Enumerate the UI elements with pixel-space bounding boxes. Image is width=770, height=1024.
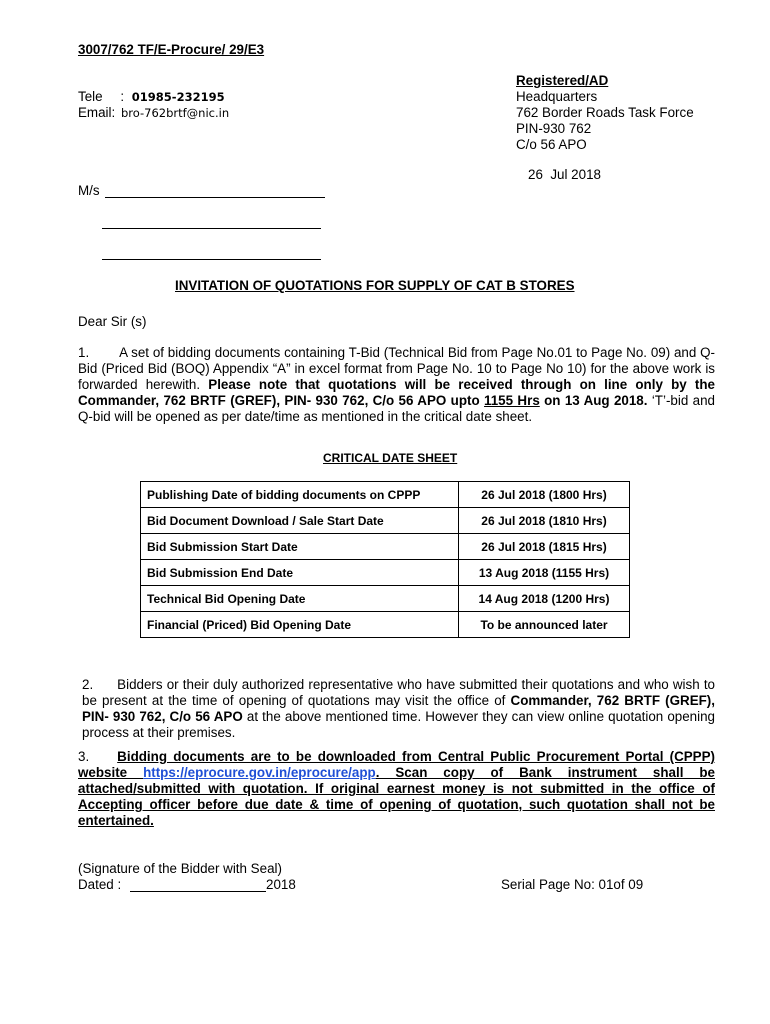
cds-value: 26 Jul 2018 (1810 Hrs) xyxy=(459,508,630,534)
signature-caption: (Signature of the Bidder with Seal) xyxy=(78,861,282,876)
paragraph-1 xyxy=(78,345,715,425)
para2-office-address: Commander, 762 BRTF (GREF), PIN- 930 762, C/o 56 APO xyxy=(82,693,715,724)
table-row xyxy=(141,534,630,560)
serial-page-number: Serial Page No: 01of 09 xyxy=(501,877,644,892)
critical-date-sheet-title: CRITICAL DATE SHEET xyxy=(323,451,458,465)
table-row xyxy=(141,586,630,612)
address-line-2: 762 Border Roads Task Force xyxy=(516,105,694,120)
cds-value: 14 Aug 2018 (1200 Hrs) xyxy=(459,586,630,612)
tele-colon: : xyxy=(120,89,125,104)
para1-text-a: A set of bidding documents containing T-Bid (Technical Bid from Page No.01 to Page No. 09) and Q-Bid (Priced Bid (BOQ) Appendix “A” in excel format from Page No. 10 to Page No 10) for the above work is forwarded herewith. xyxy=(78,345,715,392)
dated-label: Dated : xyxy=(78,877,122,892)
email-line xyxy=(78,105,229,121)
para2-number: 2. xyxy=(82,677,94,692)
cppp-link[interactable]: https://eprocure.gov.in/eprocure/app xyxy=(143,765,376,780)
cds-label: Publishing Date of bidding documents on CPPP xyxy=(141,482,459,508)
ms-label: M/s xyxy=(78,183,100,198)
cds-value: 26 Jul 2018 (1800 Hrs) xyxy=(459,482,630,508)
dated-year: 2018 xyxy=(266,877,296,892)
cds-value: 26 Jul 2018 (1815 Hrs) xyxy=(459,534,630,560)
addressee-line-1 xyxy=(105,197,325,198)
address-line-3: PIN-930 762 xyxy=(516,121,592,136)
cds-value: 13 Aug 2018 (1155 Hrs) xyxy=(459,560,630,586)
para1-deadline-time: 1155 Hrs xyxy=(484,393,540,408)
table-row xyxy=(141,508,630,534)
telephone-line xyxy=(78,89,225,105)
addressee-line-3 xyxy=(102,259,321,260)
reference-number: 3007/762 TF/E-Procure/ 29/E3 xyxy=(78,42,265,57)
table-row xyxy=(141,560,630,586)
addressee-line-2 xyxy=(102,228,321,229)
cds-label: Bid Document Download / Sale Start Date xyxy=(141,508,459,534)
email-address: bro-762brtf@nic.in xyxy=(120,106,230,120)
address-line-1: Headquarters xyxy=(516,89,598,104)
cds-value: To be announced later xyxy=(459,612,630,638)
para1-number: 1. xyxy=(78,345,90,360)
paragraph-2 xyxy=(82,677,715,741)
para1-bold-a: Please note that quotations will be received through on line only by the Commander, 762 BRTF (GREF), PIN- 930 762, C/o 56 APO upto xyxy=(78,377,715,408)
para1-text-b: ‘T’-bid and Q-bid will be opened as per date/time as mentioned in the critical date sheet. xyxy=(78,393,715,424)
para3-text-b: . Scan copy of Bank instrument shall be attached/submitted with quotation. If original earnest money is not submitted in the office of Accepting officer before due date & time of opening of quotation, such quotation shall not be entertained. xyxy=(78,765,715,828)
registered-ad: Registered/AD xyxy=(516,73,609,88)
para1-bold-b: on 13 Aug 2018. xyxy=(539,393,648,408)
dated-blank-line xyxy=(130,891,266,892)
cds-label: Bid Submission End Date xyxy=(141,560,459,586)
table-row xyxy=(141,612,630,638)
tele-label: Tele xyxy=(78,89,103,104)
para3-text-a: Bidding documents are to be downloaded from Central Public Procurement Portal (CPPP) website xyxy=(78,749,715,780)
letter-date: 26 Jul 2018 xyxy=(528,167,601,182)
para3-number: 3. xyxy=(78,749,90,764)
tele-number: 01985-232195 xyxy=(131,90,225,104)
para2-text-a: Bidders or their duly authorized representative who have submitted their quotations and who wish to be present at the time of opening of quotations may visit the office of xyxy=(82,677,715,708)
cds-label: Bid Submission Start Date xyxy=(141,534,459,560)
paragraph-3 xyxy=(78,749,715,829)
para2-text-b: at the above mentioned time. However they can view online quotation opening process at their premises. xyxy=(82,709,716,740)
table-row xyxy=(141,482,630,508)
critical-date-table xyxy=(140,481,630,638)
cds-label: Financial (Priced) Bid Opening Date xyxy=(141,612,459,638)
salutation: Dear Sir (s) xyxy=(78,314,147,329)
subject-heading: INVITATION OF QUOTATIONS FOR SUPPLY OF CAT B STORES xyxy=(175,278,575,293)
address-line-4: C/o 56 APO xyxy=(516,137,587,152)
cds-label: Technical Bid Opening Date xyxy=(141,586,459,612)
email-label: Email: xyxy=(78,105,116,120)
